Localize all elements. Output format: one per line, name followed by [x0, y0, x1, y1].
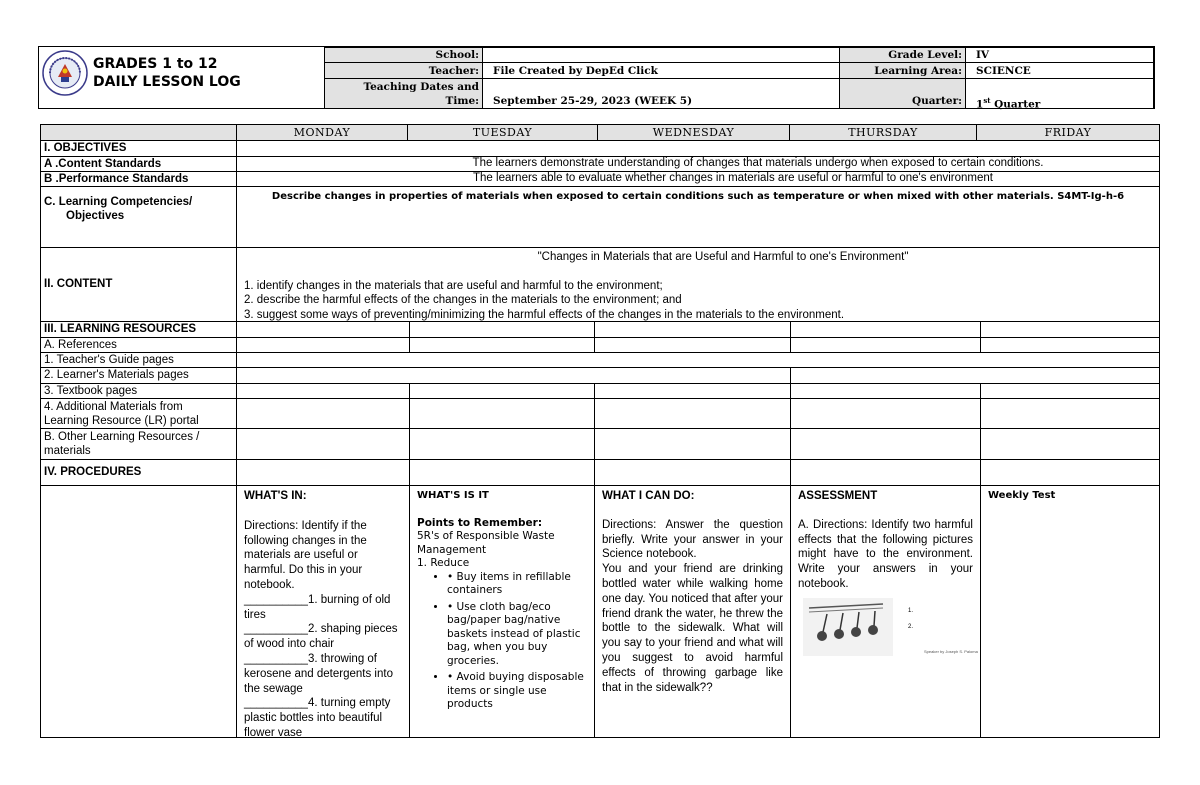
tuesday-heading: WHAT'S IS IT [417, 490, 489, 501]
content-cell [236, 247, 1160, 322]
day-header-wednesday: WEDNESDAY [597, 124, 790, 141]
resources-heading: III. LEARNING RESOURCES [40, 321, 237, 338]
procedures-label-blank [40, 485, 237, 738]
competencies-label-line-2: Objectives [66, 210, 125, 222]
performance-standards-text: The learners able to evaluate whether changes in materials are useful or harmful to one's environment [236, 171, 1160, 187]
references-label: A. References [40, 337, 237, 353]
school-value [482, 47, 840, 63]
tuesday-whats-is-it [409, 485, 595, 738]
wednesday-heading: WHAT I CAN DO: [602, 490, 695, 502]
image-answer-1: 1. [908, 607, 914, 614]
tuesday-bullet: • • Buy items in refillable containers [447, 571, 587, 598]
competencies-label-line-1: C. Learning Competencies/ [44, 196, 193, 208]
tuesday-bullet-list [417, 571, 587, 712]
wednesday-what-i-can-do [594, 485, 791, 738]
teachers-guide-cell [236, 352, 1160, 368]
additional-wed [594, 398, 791, 429]
procedures-tue [409, 459, 595, 486]
teacher-value: File Created by DepEd Click [482, 62, 840, 79]
dates-value: September 25-29, 2023 (WEEK 5) [482, 78, 840, 109]
thursday-assessment [790, 485, 981, 738]
tuesday-subheading: Points to Remember: [417, 516, 543, 529]
learners-materials-label: 2. Learner's Materials pages [40, 367, 237, 384]
competencies-text: Describe changes in properties of materials when exposed to certain conditions such as temperature or when mixed with other materials. S4MT-Ig-h-6 [236, 186, 1160, 248]
procedures-fri [980, 459, 1160, 486]
area-label: Learning Area: [839, 62, 966, 79]
procedures-mon [236, 459, 410, 486]
content-title: "Changes in Materials that are Useful and Harmful to one's Environment" [537, 251, 909, 263]
procedures-wed [594, 459, 791, 486]
additional-line-2: Learning Resource (LR) portal [44, 415, 199, 427]
earphones-picture [803, 598, 893, 656]
additional-line-1: 4. Additional Materials from [44, 401, 183, 413]
content-heading: II. CONTENT [40, 247, 237, 322]
additional-mon [236, 398, 410, 429]
other-wed [594, 428, 791, 460]
tuesday-line-1: 5R's of Responsible Waste Management [417, 530, 555, 556]
textbook-mon [236, 383, 410, 399]
performance-standards-label: B .Performance Standards [40, 171, 237, 187]
monday-item-2: __________2. shaping pieces of wood into chair [244, 623, 398, 651]
other-thu [790, 428, 981, 460]
additional-materials-label [40, 398, 237, 429]
other-line-1: B. Other Learning Resources / [44, 431, 200, 443]
image-answer-2: 2. [908, 623, 914, 630]
textbook-wed [594, 383, 791, 399]
monday-directions: Directions: Identify if the following changes in the materials are useful or harmful. Do this in your notebook. [244, 519, 367, 591]
procedures-thu [790, 459, 981, 486]
resources-mon [236, 321, 410, 338]
resources-wed [594, 321, 791, 338]
additional-fri [980, 398, 1160, 429]
references-tue [409, 337, 595, 353]
teacher-label: Teacher: [324, 62, 483, 79]
references-fri [980, 337, 1160, 353]
day-header-friday: FRIDAY [976, 124, 1160, 141]
references-wed [594, 337, 791, 353]
additional-thu [790, 398, 981, 429]
friday-weekly-test [980, 485, 1160, 738]
dates-label-line-1: Teaching Dates and [363, 81, 479, 93]
content-item-3: 3. suggest some ways of preventing/minimizing the harmful effects of the changes in the materials to the environment. [244, 308, 845, 321]
procedures-heading: IV. PROCEDURES [40, 459, 237, 486]
monday-item-1: __________1. burning of old tires [244, 593, 391, 621]
other-tue [409, 428, 595, 460]
deped-seal-logo [42, 50, 88, 96]
quarter-value [965, 78, 1154, 109]
textbook-fri [980, 383, 1160, 399]
references-thu [790, 337, 981, 353]
objectives-heading: I. OBJECTIVES [40, 140, 237, 157]
monday-item-4: __________4. turning empty plastic bottles into beautiful flower vase [244, 697, 391, 738]
thursday-heading: ASSESSMENT [798, 490, 878, 502]
textbook-label: 3. Textbook pages [40, 383, 237, 399]
friday-heading: Weekly Test [988, 490, 1056, 501]
thursday-directions: A. Directions: Identify two harmful effects that the following pictures might have to the environment. Write your answers in your notebook. [798, 518, 973, 590]
dates-label [324, 78, 483, 109]
textbook-thu [790, 383, 981, 399]
quarter-number: 1 [976, 98, 984, 111]
day-header-tuesday: TUESDAY [407, 124, 598, 141]
title-line-2: DAILY LESSON LOG [93, 74, 241, 90]
other-mon [236, 428, 410, 460]
day-header-blank [40, 124, 237, 141]
teachers-guide-label: 1. Teacher's Guide pages [40, 352, 237, 368]
content-item-2: 2. describe the harmful effects of the changes in the materials to the environment; and [244, 294, 682, 306]
resources-thu [790, 321, 981, 338]
learners-materials-cell-1 [236, 367, 791, 384]
references-mon [236, 337, 410, 353]
textbook-tue [409, 383, 595, 399]
quarter-label: Quarter: [839, 78, 966, 109]
monday-heading: WHAT'S IN: [244, 490, 307, 502]
resources-tue [409, 321, 595, 338]
dates-label-line-2: Time: [445, 95, 479, 107]
quarter-word: Quarter [990, 98, 1041, 111]
competencies-label [40, 186, 237, 248]
school-label: School: [324, 47, 483, 63]
assessment-image-area [798, 598, 978, 668]
content-standards-text: The learners demonstrate understanding of changes that materials undergo when exposed to certain conditions. [236, 156, 1160, 172]
grade-value: IV [965, 47, 1154, 63]
other-fri [980, 428, 1160, 460]
tuesday-line-2: 1. Reduce [417, 557, 470, 569]
grade-label: Grade Level: [839, 47, 966, 63]
resources-fri [980, 321, 1160, 338]
day-header-monday: MONDAY [236, 124, 408, 141]
title-line-1: GRADES 1 to 12 [93, 56, 218, 72]
content-standards-label: A .Content Standards [40, 156, 237, 172]
monday-whats-in [236, 485, 410, 738]
tuesday-bullet: • • Avoid buying disposable items or single use products [447, 671, 587, 712]
objectives-cell [236, 140, 1160, 157]
content-item-1: 1. identify changes in the materials that are useful and harmful to the environment; [244, 279, 663, 292]
area-value: SCIENCE [965, 62, 1154, 79]
wednesday-para-2: You and your friend are drinking bottled water while walking home one day. You noticed that after your friend drank the water, he threw the bottle to the sidewalk. What will you say to your friend and what will you suggest to avoid harmful effects of throwing garbage like that in the sidewalk?? [602, 563, 783, 694]
quarter-suffix: st [983, 96, 991, 105]
additional-tue [409, 398, 595, 429]
learners-materials-cell-2 [790, 367, 1160, 384]
tuesday-bullet: • • Use cloth bag/eco bag/paper bag/native baskets instead of plastic bag, when you buy groceries. [447, 601, 587, 669]
monday-item-3: __________3. throwing of kerosene and detergents into the sewage [244, 652, 393, 695]
wednesday-para-1: Directions: Answer the question briefly. Write your answer in your Science notebook. [602, 518, 783, 561]
day-header-thursday: THURSDAY [789, 124, 977, 141]
other-line-2: materials [44, 445, 91, 457]
image-caption: Speaker by Joseph S. Paloma [924, 648, 978, 654]
other-resources-label [40, 428, 237, 460]
